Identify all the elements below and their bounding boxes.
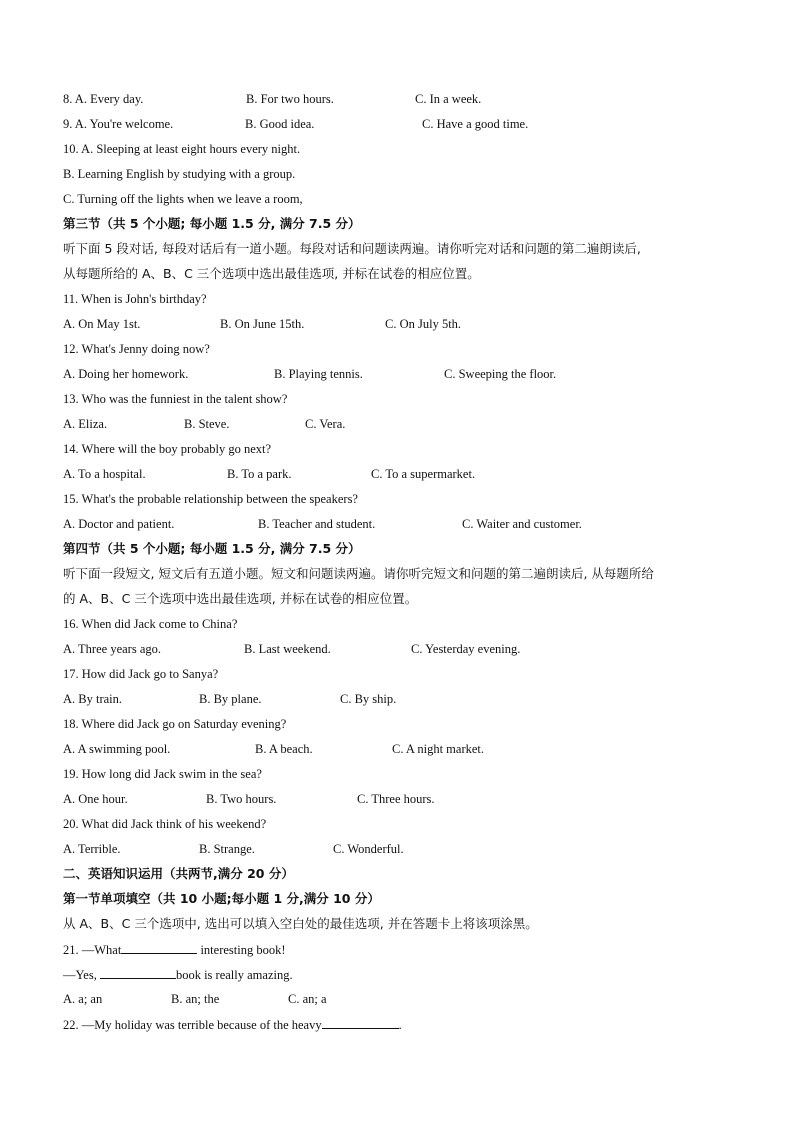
option-c: C. On July 5th. bbox=[385, 317, 462, 331]
option-a: A. On May 1st. bbox=[63, 317, 141, 331]
question-21-line-2 bbox=[63, 964, 293, 984]
option-c: C. To a supermarket. bbox=[371, 467, 476, 481]
option-b: B. By plane. bbox=[199, 692, 262, 706]
option-a: A. Terrible. bbox=[63, 842, 121, 856]
option-b: B. Strange. bbox=[199, 842, 255, 856]
section-3-instructions-line-2: 从每题所给的 A、B、C 三个选项中选出最佳选项, 并标在试卷的相应位置。 bbox=[63, 266, 480, 281]
option-b: B. For two hours. bbox=[246, 92, 334, 106]
option-a: 8. A. Every day. bbox=[63, 92, 144, 106]
option-b: B. On June 15th. bbox=[220, 317, 305, 331]
option-b: B. To a park. bbox=[227, 467, 292, 481]
option-b: B. an; the bbox=[171, 992, 220, 1006]
answer-blank bbox=[121, 939, 197, 954]
answer-blank bbox=[100, 964, 176, 979]
question-10-option-b: B. Learning English by studying with a group. bbox=[63, 167, 296, 181]
question-22-text-after: . bbox=[398, 1018, 402, 1032]
part-2-section-1-heading: 第一节单项填空（共 10 小题;每小题 1 分,满分 10 分） bbox=[63, 891, 380, 906]
option-a: A. Three years ago. bbox=[63, 642, 161, 656]
question-19: 19. How long did Jack swim in the sea? bbox=[63, 767, 262, 781]
option-c: C. Vera. bbox=[305, 417, 346, 431]
option-a: A. To a hospital. bbox=[63, 467, 146, 481]
question-10-option-c: C. Turning off the lights when we leave a room, bbox=[63, 192, 303, 206]
option-b: B. Teacher and student. bbox=[258, 517, 376, 531]
option-c: C. By ship. bbox=[340, 692, 397, 706]
question-13: 13. Who was the funniest in the talent show? bbox=[63, 392, 288, 406]
option-a: A. One hour. bbox=[63, 792, 128, 806]
question-11: 11. When is John's birthday? bbox=[63, 292, 207, 306]
option-c: C. an; a bbox=[288, 992, 327, 1006]
option-c: C. A night market. bbox=[392, 742, 485, 756]
question-22-text-before: 22. —My holiday was terrible because of the heavy bbox=[63, 1018, 322, 1032]
question-18: 18. Where did Jack go on Saturday evening? bbox=[63, 717, 287, 731]
option-c: C. Yesterday evening. bbox=[411, 642, 521, 656]
question-10-option-a: 10. A. Sleeping at least eight hours every night. bbox=[63, 142, 301, 156]
question-20: 20. What did Jack think of his weekend? bbox=[63, 817, 267, 831]
option-a: A. Eliza. bbox=[63, 417, 108, 431]
option-c: C. In a week. bbox=[415, 92, 482, 106]
section-4-instructions-line-1: 听下面一段短文, 短文后有五道小题。短文和问题读两遍。请你听完短文和问题的第二遍朗读后, 从每题所给 bbox=[63, 566, 654, 581]
option-b: B. Two hours. bbox=[206, 792, 277, 806]
question-14: 14. Where will the boy probably go next? bbox=[63, 442, 272, 456]
option-a: A. By train. bbox=[63, 692, 123, 706]
option-c: C. Have a good time. bbox=[422, 117, 529, 131]
option-a: A. Doing her homework. bbox=[63, 367, 189, 381]
option-a: A. A swimming pool. bbox=[63, 742, 171, 756]
option-a: 9. A. You're welcome. bbox=[63, 117, 174, 131]
question-21-reply-before: —Yes, bbox=[63, 968, 100, 982]
question-21-text-before: 21. —What bbox=[63, 943, 122, 957]
option-c: C. Three hours. bbox=[357, 792, 435, 806]
question-21-text-after: interesting book! bbox=[197, 943, 286, 957]
option-b: B. A beach. bbox=[255, 742, 313, 756]
section-3-instructions-line-1: 听下面 5 段对话, 每段对话后有一道小题。每段对话和问题读两遍。请你听完对话和问题的第二遍朗读后, bbox=[63, 241, 641, 256]
question-21-line-1 bbox=[63, 939, 286, 959]
question-16: 16. When did Jack come to China? bbox=[63, 617, 238, 631]
option-b: B. Steve. bbox=[184, 417, 230, 431]
question-12: 12. What's Jenny doing now? bbox=[63, 342, 210, 356]
option-a: A. Doctor and patient. bbox=[63, 517, 175, 531]
option-c: C. Sweeping the floor. bbox=[444, 367, 557, 381]
option-c: C. Waiter and customer. bbox=[462, 517, 582, 531]
section-4-instructions-line-2: 的 A、B、C 三个选项中选出最佳选项, 并标在试卷的相应位置。 bbox=[63, 591, 418, 606]
part-2-heading: 二、英语知识运用（共两节,满分 20 分） bbox=[63, 866, 294, 881]
part-2-section-1-instructions: 从 A、B、C 三个选项中, 选出可以填入空白处的最佳选项, 并在答题卡上将该项涂黑。 bbox=[63, 916, 538, 931]
option-b: B. Last weekend. bbox=[244, 642, 331, 656]
section-4-heading: 第四节（共 5 个小题; 每小题 1.5 分, 满分 7.5 分） bbox=[63, 541, 361, 556]
question-15: 15. What's the probable relationship between the speakers? bbox=[63, 492, 358, 506]
option-b: B. Playing tennis. bbox=[274, 367, 363, 381]
question-17: 17. How did Jack go to Sanya? bbox=[63, 667, 219, 681]
answer-blank bbox=[322, 1014, 399, 1029]
option-c: C. Wonderful. bbox=[333, 842, 404, 856]
section-3-heading: 第三节（共 5 个小题; 每小题 1.5 分, 满分 7.5 分） bbox=[63, 216, 361, 231]
question-22 bbox=[63, 1014, 402, 1034]
option-a: A. a; an bbox=[63, 992, 103, 1006]
question-21-reply-after: book is really amazing. bbox=[175, 968, 293, 982]
option-b: B. Good idea. bbox=[245, 117, 315, 131]
